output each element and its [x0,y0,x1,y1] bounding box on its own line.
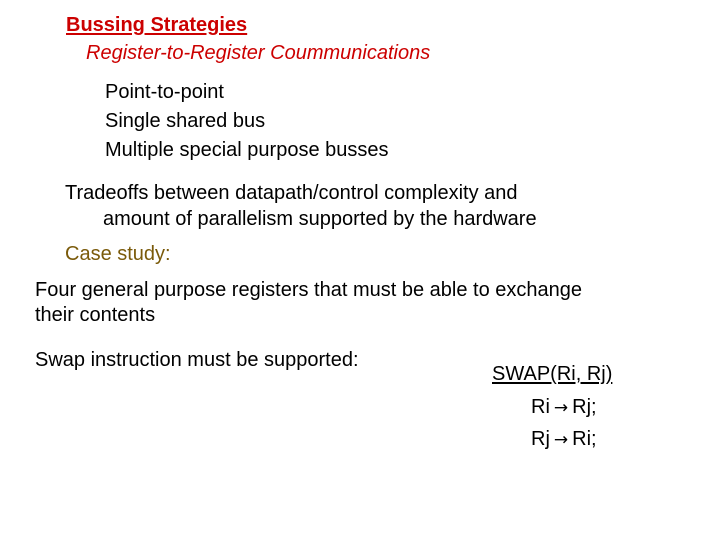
case-study-label: Case study: [65,243,171,265]
slide-title: Bussing Strategies [66,14,248,36]
statement-lhs: Ri [531,396,550,418]
transfer-statement-1 [531,397,597,417]
statement-rhs: Ri; [572,428,597,450]
option-point-to-point: Point-to-point [105,81,224,103]
slide-subtitle: Register-to-Register Coummunications [86,42,431,64]
swap-instruction: SWAP(Ri, Rj) [492,363,613,385]
option-multiple-busses: Multiple special purpose busses [105,139,389,161]
case-description-line-1: Four general purpose registers that must be able to exchange [35,279,582,301]
swap-requirement: Swap instruction must be supported: [35,349,359,371]
right-arrow-icon: → [553,398,569,418]
case-description-line-2: their contents [35,304,156,326]
transfer-statement-2 [531,429,597,449]
statement-lhs: Rj [531,428,550,450]
tradeoffs-line-2: amount of parallelism supported by the hardware [103,208,537,230]
right-arrow-icon: → [553,430,569,450]
tradeoffs-line-1: Tradeoffs between datapath/control complexity and [65,182,518,204]
option-single-shared-bus: Single shared bus [105,110,266,132]
statement-rhs: Rj; [572,396,597,418]
